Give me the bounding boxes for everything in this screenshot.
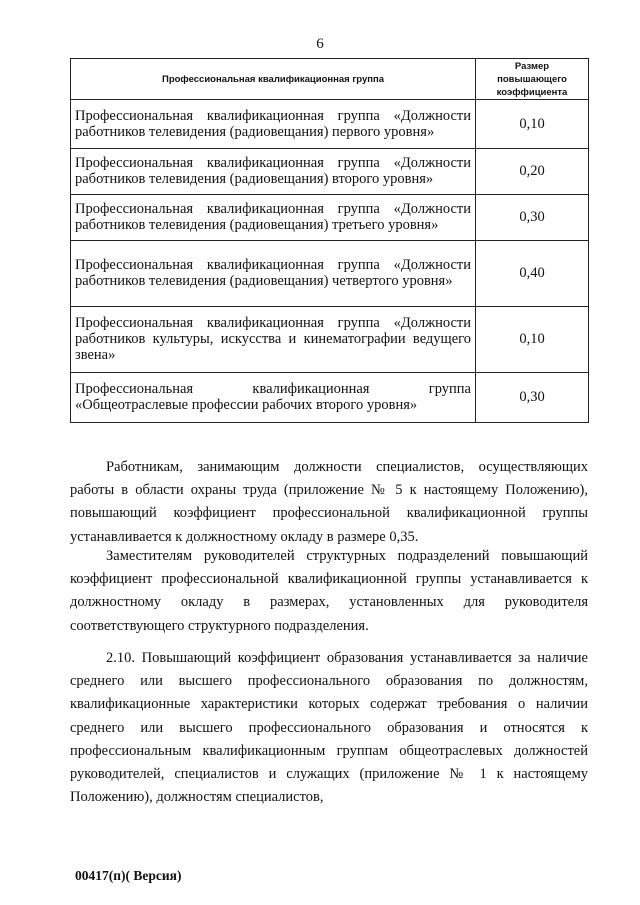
coefficient-table (70, 58, 589, 423)
paragraph-text: 2.10. Повышающий коэффициент образования устанавливается за наличие среднего или высшего профессионального образования по должностям, квалификационные характеристики которых содержат требования о наличии среднего или высшего профессионального образования и относятся к профессиональным квалификационным группам общеотраслевых должностей руководителей, специалистов и служащих (приложение № 1 к настоящему Положению), должностям специалистов, (70, 650, 588, 806)
table-row (71, 149, 589, 195)
paragraph-text: Работникам, занимающим должности специалистов, осуществляющих работы в области охраны труда (приложение № 5 к настоящему Положению), повышающий коэффициент профессиональной квалификационной группы устанавливается к должностному окладу в размере 0,35. (70, 459, 588, 545)
coefficient-cell: 0,40 (476, 241, 589, 307)
group-name-cell: Профессиональная квалификационная группа «Должности работников телевидения (радиовещания) четвертого уровня» (71, 241, 476, 307)
document-footer: 00417(п)( Версия) (75, 868, 182, 883)
coefficient-cell: 0,30 (476, 373, 589, 423)
group-name-cell: Профессиональная квалификационная группа «Должности работников телевидения (радиовещания) первого уровня» (71, 100, 476, 149)
table-row (71, 100, 589, 149)
group-name-cell: Профессиональная квалификационная группа «Общеотраслевые профессии рабочих второго уровня» (71, 373, 476, 423)
coefficient-cell: 0,30 (476, 195, 589, 241)
table-row (71, 307, 589, 373)
paragraph-2-10 (70, 647, 588, 809)
paragraph-deputy-heads (70, 545, 588, 638)
paragraph-labor-safety (70, 456, 588, 549)
group-name-cell: Профессиональная квалификационная группа «Должности работников телевидения (радиовещания) третьего уровня» (71, 195, 476, 241)
group-name-cell: Профессиональная квалификационная группа «Должности работников культуры, искусства и кинематографии ведущего звена» (71, 307, 476, 373)
page-number: 6 (316, 36, 324, 52)
column-header-coefficient: Размер повышающего коэффициента (476, 59, 589, 100)
coefficient-cell: 0,10 (476, 100, 589, 149)
table-header-row (71, 59, 589, 100)
table-row (71, 195, 589, 241)
paragraph-text: Заместителям руководителей структурных подразделений повышающий коэффициент профессиональной квалификационной группы устанавливается к должностному окладу в размерах, установленных для руководителя соответствующего структурного подразделения. (70, 548, 588, 634)
column-header-group: Профессиональная квалификационная группа (71, 59, 476, 100)
coefficient-cell: 0,10 (476, 307, 589, 373)
group-name-cell: Профессиональная квалификационная группа «Должности работников телевидения (радиовещания) второго уровня» (71, 149, 476, 195)
table-row (71, 373, 589, 423)
table-row (71, 241, 589, 307)
coefficient-cell: 0,20 (476, 149, 589, 195)
